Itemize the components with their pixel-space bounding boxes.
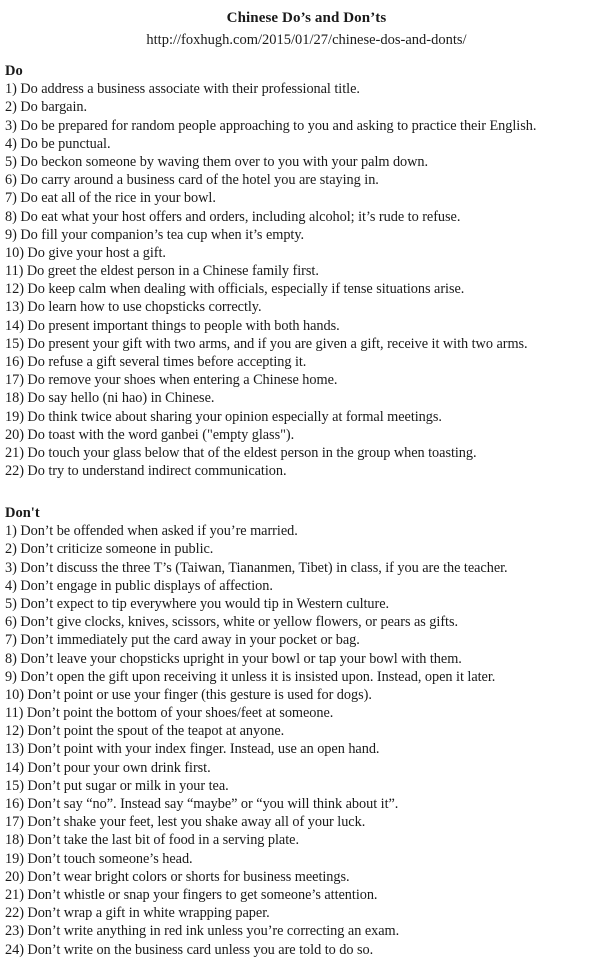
- dont-section: [5, 504, 610, 959]
- do-item: 14) Do present important things to people with both hands.: [5, 317, 340, 334]
- dont-item: 12) Don’t point the spout of the teapot at anyone.: [5, 723, 285, 740]
- do-item: 11) Do greet the eldest person in a Chinese family first.: [5, 263, 319, 280]
- dont-item: 10) Don’t point or use your finger (this gesture is used for dogs).: [5, 686, 372, 703]
- dont-item: 3) Don’t discuss the three T’s (Taiwan, Tiananmen, Tibet) in class, if you are the teacher.: [5, 559, 508, 576]
- do-item: 12) Do keep calm when dealing with officials, especially if tense situations arise.: [5, 281, 465, 298]
- dont-item: 14) Don’t pour your own drink first.: [5, 759, 211, 776]
- dont-item: 19) Don’t touch someone’s head.: [5, 850, 193, 867]
- dont-item: 15) Don’t put sugar or milk in your tea.: [5, 777, 229, 794]
- dont-heading: Don't: [5, 505, 40, 521]
- dont-item: 2) Don’t criticize someone in public.: [5, 541, 214, 558]
- dont-item: 5) Don’t expect to tip everywhere you would tip in Western culture.: [5, 595, 390, 612]
- dont-item: 18) Don’t take the last bit of food in a serving plate.: [5, 832, 299, 849]
- dont-item: 23) Don’t write anything in red ink unless you’re correcting an exam.: [5, 923, 400, 940]
- do-item: 22) Do try to understand indirect communication.: [5, 463, 287, 480]
- dont-item: 22) Don’t wrap a gift in white wrapping paper.: [5, 905, 270, 922]
- do-item: 3) Do be prepared for random people approaching to you and asking to practice their English.: [5, 117, 537, 134]
- dont-item: 16) Don’t say “no”. Instead say “maybe” or “you will think about it”.: [5, 796, 399, 812]
- dont-item: 7) Don’t immediately put the card away in your pocket or bag.: [5, 632, 360, 649]
- dont-item: 11) Don’t point the bottom of your shoes/feet at someone.: [5, 705, 334, 722]
- document-title: Chinese Do’s and Don’ts: [226, 10, 387, 26]
- do-item: 4) Do be punctual.: [5, 135, 111, 152]
- dont-item: 13) Don’t point with your index finger. Instead, use an open hand.: [5, 741, 380, 758]
- dont-list: [5, 522, 610, 959]
- do-item: 20) Do toast with the word ganbei ("empty glass").: [5, 426, 295, 443]
- do-item: 7) Do eat all of the rice in your bowl.: [5, 190, 216, 207]
- do-item: 6) Do carry around a business card of the hotel you are staying in.: [5, 172, 379, 189]
- do-item: 8) Do eat what your host offers and orders, including alcohol; it’s rude to refuse.: [5, 208, 461, 225]
- dont-item: 4) Don’t engage in public displays of affection.: [5, 577, 273, 594]
- do-heading: Do: [5, 63, 23, 79]
- dont-item: 21) Don’t whistle or snap your fingers to get someone’s attention.: [5, 886, 378, 903]
- do-item: 13) Do learn how to use chopsticks correctly.: [5, 299, 262, 316]
- do-item: 16) Do refuse a gift several times before accepting it.: [5, 354, 307, 370]
- dont-item: 20) Don’t wear bright colors or shorts for business meetings.: [5, 868, 350, 885]
- dont-item: 17) Don’t shake your feet, lest you shake away all of your luck.: [5, 814, 366, 831]
- dont-item: 6) Don’t give clocks, knives, scissors, white or yellow flowers, or pears as gifts.: [5, 614, 459, 631]
- do-item: 18) Do say hello (ni hao) in Chinese.: [5, 390, 215, 407]
- do-list: [5, 80, 610, 480]
- dont-item: 24) Don’t write on the business card unless you are told to do so.: [5, 941, 374, 958]
- do-item: 17) Do remove your shoes when entering a Chinese home.: [5, 372, 338, 389]
- dont-item: 1) Don’t be offended when asked if you’re married.: [5, 523, 298, 540]
- dont-item: 8) Don’t leave your chopsticks upright in your bowl or tap your bowl with them.: [5, 650, 462, 667]
- do-item: 10) Do give your host a gift.: [5, 244, 166, 261]
- do-section: [5, 62, 610, 480]
- do-item: 2) Do bargain.: [5, 99, 88, 116]
- do-item: 5) Do beckon someone by waving them over to you with your palm down.: [5, 153, 429, 170]
- do-item: 1) Do address a business associate with their professional title.: [5, 81, 360, 98]
- dont-item: 9) Don’t open the gift upon receiving it unless it is insisted upon. Instead, open it later.: [5, 668, 496, 685]
- do-item: 15) Do present your gift with two arms, and if you are given a gift, receive it with two arms.: [5, 335, 528, 352]
- do-item: 9) Do fill your companion’s tea cup when it’s empty.: [5, 226, 305, 243]
- source-url: http://foxhugh.com/2015/01/27/chinese-dos-and-donts/: [146, 32, 467, 48]
- do-item: 21) Do touch your glass below that of the eldest person in the group when toasting.: [5, 444, 477, 461]
- do-item: 19) Do think twice about sharing your opinion especially at formal meetings.: [5, 408, 442, 425]
